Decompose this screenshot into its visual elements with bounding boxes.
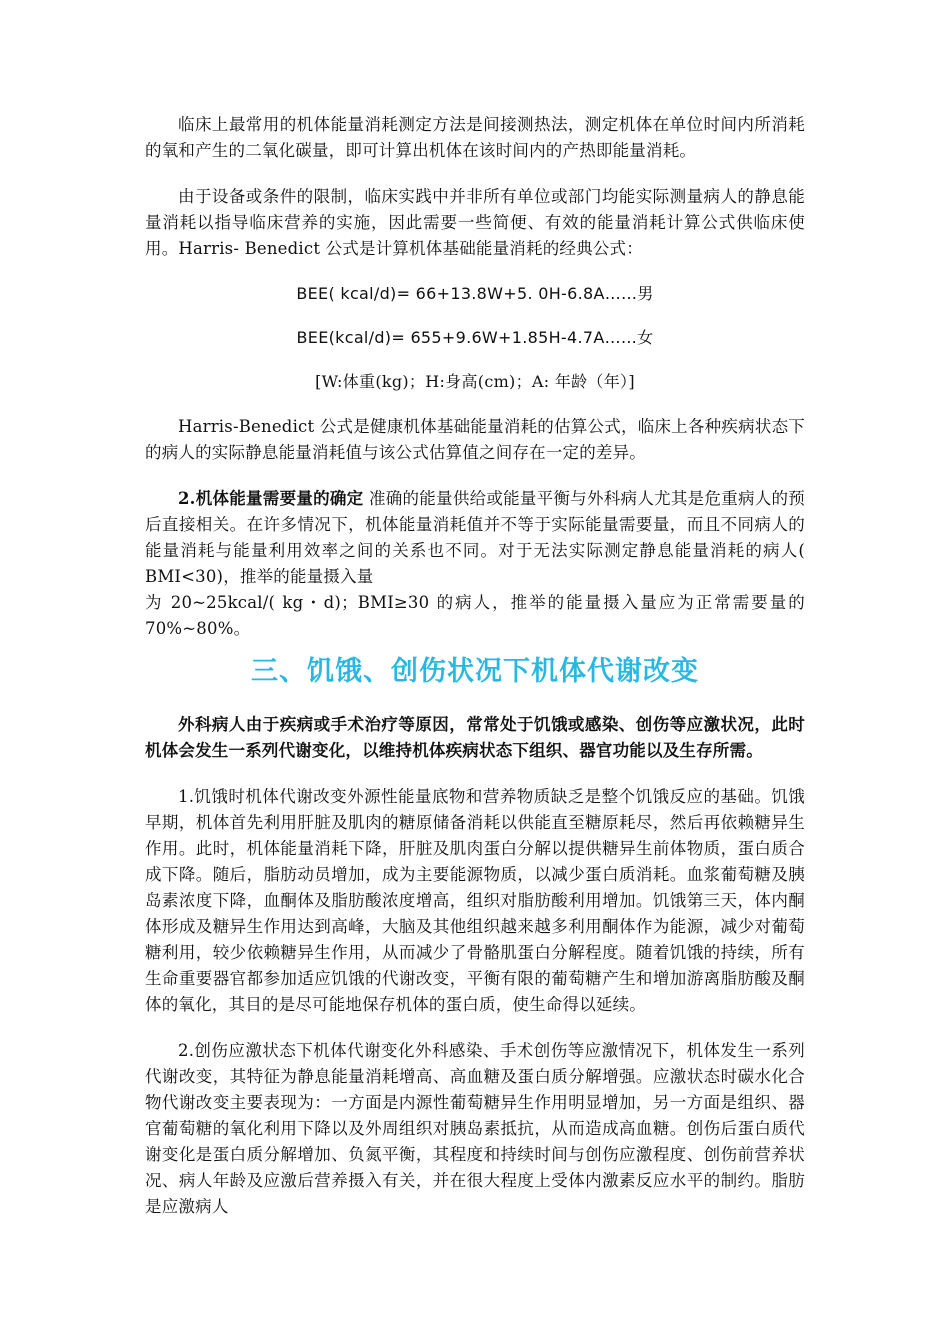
section-heading: 三、饥饿、创伤状况下机体代谢改变 [251, 656, 699, 687]
formula-bee-male: BEE( kcal/d)= 66+13.8W+5. 0H-6.8A……男 [296, 284, 654, 303]
paragraph-starvation-metabolism: 1.饥饿时机体代谢改变外源性能量底物和营养物质缺乏是整个饥饿反应的基础。饥饿早期，机体首先利用肝脏及肌肉的糖原储备消耗以供能直至糖原耗尽，然后再依赖糖异生作用。此时，机体能量消耗下降，肝脏及肌肉蛋白分解以提供糖异生前体物质，蛋白质合成下降。随后，脂肪动员增加，成为主要能源物质，以减少蛋白质消耗。血浆葡萄糖及胰岛素浓度下降，血酮体及脂肪酸浓度增高，组织对脂肪酸利用增加。饥饿第三天，体内酮体形成及糖异生作用达到高峰，大脑及其他组织越来越多利用酮体作为能源，减少对葡萄糖利用，较少依赖糖异生作用，从而减少了骨骼肌蛋白分解程度。随着饥饿的持续，所有生命重要器官都参加适应饥饿的代谢改变，平衡有限的葡萄糖产生和增加游离脂肪酸及酮体的氧化，其目的是尽可能地保存机体的蛋白质，使生命得以延续。 [145, 787, 805, 1014]
formula-variable-legend: [W:体重(kg)；H:身高(cm)；A: 年龄（年）] [315, 372, 635, 391]
paragraph-section-intro: 外科病人由于疾病或手术治疗等原因，常常处于饥饿或感染、创伤等应激状况，此时机体会发生一系列代谢变化，以维持机体疾病状态下组织、器官功能以及生存所需。 [145, 715, 805, 760]
paragraph-energy-requirement [145, 486, 805, 642]
paragraph-lead-energy-requirement: 2.机体能量需要量的确定 [178, 489, 364, 508]
paragraph-trauma-metabolism: 2.创伤应激状态下机体代谢变化外科感染、手术创伤等应激情况下，机体发生一系列代谢改变，其特征为静息能量消耗增高、高血糖及蛋白质分解增强。应激状态时碳水化合物代谢改变主要表现为：一方面是内源性葡萄糖异生作用明显增加，另一方面是组织、器官葡萄糖的氧化利用下降以及外周组织对胰岛素抵抗，从而造成高血糖。创伤后蛋白质代谢变化是蛋白质分解增加、负氮平衡，其程度和持续时间与创伤应激程度、创伤前营养状况、病人年龄及应激后营养摄入有关，并在很大程度上受体内激素反应水平的制约。脂肪是应激病人 [145, 1041, 805, 1216]
formula-bee-female: BEE(kcal/d)= 655+9.6W+1.85H-4.7A……女 [296, 328, 654, 347]
paragraph-harris-benedict-note: Harris-Benedict 公式是健康机体基础能量消耗的估算公式，临床上各种疾病状态下的病人的实际静息能量消耗值与该公式估算值之间存在一定的差异。 [145, 417, 805, 462]
paragraph-energy-requirement-tail: 为 20~25kcal/( kg・d)；BMI≥30 的病人，推举的能量摄入量应为正常需要量的 70%~80%。 [145, 593, 805, 638]
paragraph-indirect-calorimetry: 临床上最常用的机体能量消耗测定方法是间接测热法，测定机体在单位时间内所消耗的氧和产生的二氧化碳量，即可计算出机体在该时间内的产热即能量消耗。 [145, 115, 805, 160]
paragraph-harris-benedict-intro: 由于设备或条件的限制，临床实践中并非所有单位或部门均能实际测量病人的静息能量消耗以指导临床营养的实施，因此需要一些简便、有效的能量消耗计算公式供临床使用。Harris- Benedict 公式是计算机体基础能量消耗的经典公式： [145, 187, 805, 258]
document-page [145, 112, 805, 1240]
paragraph-energy-requirement-body: 准确的能量供给或能量平衡与外科病人尤其是危重病人的预后直接相关。在许多情况下，机体能量消耗值并不等于实际能量需要量，而且不同病人的能量消耗与能量利用效率之间的关系也不同。对于无法实际测定静息能量消耗的病人( BMI<30)，推举的能量摄入量 [145, 489, 805, 586]
